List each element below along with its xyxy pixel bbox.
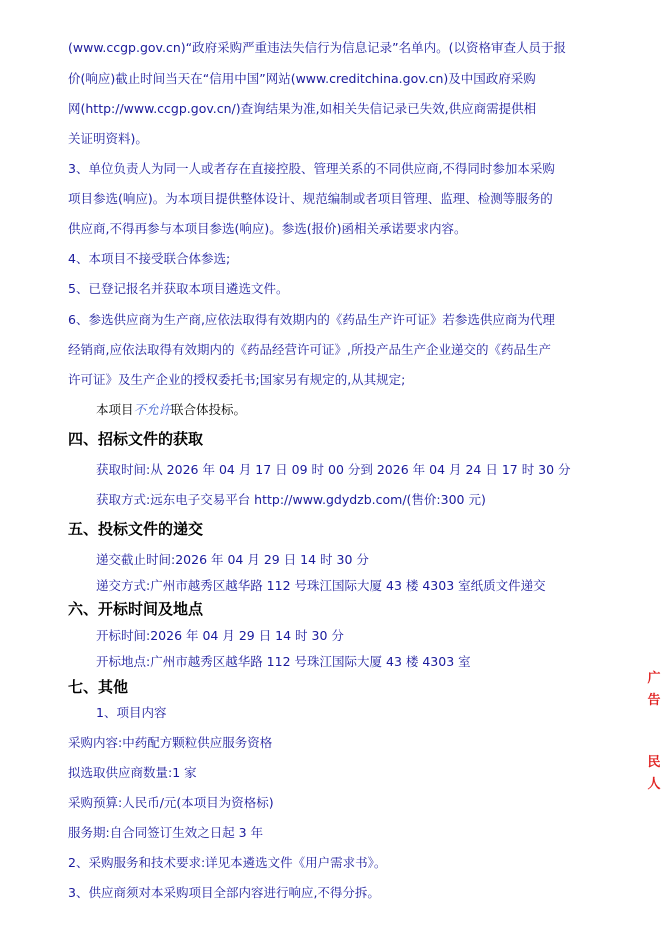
item-3-line-1: 3、单位负责人为同一人或者存在直接控股、管理关系的不同供应商,不得同时参加本采购 — [68, 161, 555, 176]
submission-deadline: 递交截止时间:2026 年 04 月 29 日 14 时 30 分 — [96, 552, 369, 567]
item-6-line-3: 许可证》及生产企业的授权委托书;国家另有规定的,从其规定; — [68, 372, 406, 387]
item-5: 5、已登记报名并获取本项目遴选文件。 — [68, 281, 289, 296]
section-4-heading: 四、招标文件的获取 — [68, 430, 204, 448]
project-content-subheading: 1、项目内容 — [96, 705, 167, 720]
stamp-char: 人 — [647, 777, 661, 792]
opening-place: 开标地点:广州市越秀区越华路 112 号珠江国际大厦 43 楼 4303 室 — [96, 654, 471, 669]
consortium-prefix: 本项目 — [96, 402, 134, 417]
blacklist-text-line-3: 网(http://www.ccgp.gov.cn/)查询结果为准,如相关失信记录已失效,供应商需提供相 — [68, 101, 537, 116]
item-6-line-1: 6、参选供应商为生产商,应依法取得有效期内的《药品生产许可证》若参选供应商为代理 — [68, 312, 555, 327]
item-4: 4、本项目不接受联合体参选; — [68, 251, 231, 266]
item-6-line-2: 经销商,应依法取得有效期内的《药品经营许可证》,所投产品生产企业递交的《药品生产 — [68, 342, 551, 357]
consortium-suffix: 联合体投标。 — [171, 402, 247, 417]
blacklist-text-line-1: (www.ccgp.gov.cn)“政府采购严重违法失信行为信息记录”名单内。(以资格审查人员于报 — [68, 40, 566, 55]
stamp-char: 民 — [647, 755, 661, 770]
section-6-heading: 六、开标时间及地点 — [68, 600, 204, 618]
item-3-line-2: 项目参选(响应)。为本项目提供整体设计、规范编制或者项目管理、监理、检测等服务的 — [68, 191, 553, 206]
procurement-budget: 采购预算:人民币/元(本项目为资格标) — [68, 795, 274, 810]
acquisition-method: 获取方式:远东电子交易平台 http://www.gdydzb.com/(售价:300 元) — [96, 492, 486, 507]
stamp-gap — [643, 712, 665, 752]
service-requirements: 2、采购服务和技术要求:详见本遴选文件《用户需求书》。 — [68, 855, 387, 870]
consortium-statement — [96, 402, 603, 418]
blacklist-text-line-2: 价(响应)截止时间当天在“信用中国”网站(www.creditchina.gov.cn)及中国政府采购 — [68, 71, 536, 86]
full-response-requirement: 3、供应商须对本采购项目全部内容进行响应,不得分拆。 — [68, 885, 380, 900]
service-period: 服务期:自合同签订生效之日起 3 年 — [68, 825, 264, 840]
opening-time: 开标时间:2026 年 04 月 29 日 14 时 30 分 — [96, 628, 344, 643]
blacklist-text-line-4: 关证明资料)。 — [68, 131, 148, 146]
red-seal-stamp — [643, 668, 665, 838]
section-7-heading: 七、其他 — [68, 678, 129, 696]
stamp-char: 告 — [647, 693, 661, 708]
item-3-line-3: 供应商,不得再参与本项目参选(响应)。参选(报价)函相关承诺要求内容。 — [68, 221, 467, 236]
submission-method: 递交方式:广州市越秀区越华路 112 号珠江国际大厦 43 楼 4303 室纸质文件递交 — [96, 578, 546, 593]
supplier-count: 拟选取供应商数量:1 家 — [68, 765, 197, 780]
procurement-content: 采购内容:中药配方颗粒供应服务资格 — [68, 735, 273, 750]
stamp-char: 广 — [647, 671, 661, 686]
section-5-heading: 五、投标文件的递交 — [68, 520, 204, 538]
consortium-value: 不允许 — [133, 402, 172, 417]
acquisition-time: 获取时间:从 2026 年 04 月 17 日 09 时 00 分到 2026 年 04 月 24 日 17 时 30 分 — [96, 462, 571, 477]
